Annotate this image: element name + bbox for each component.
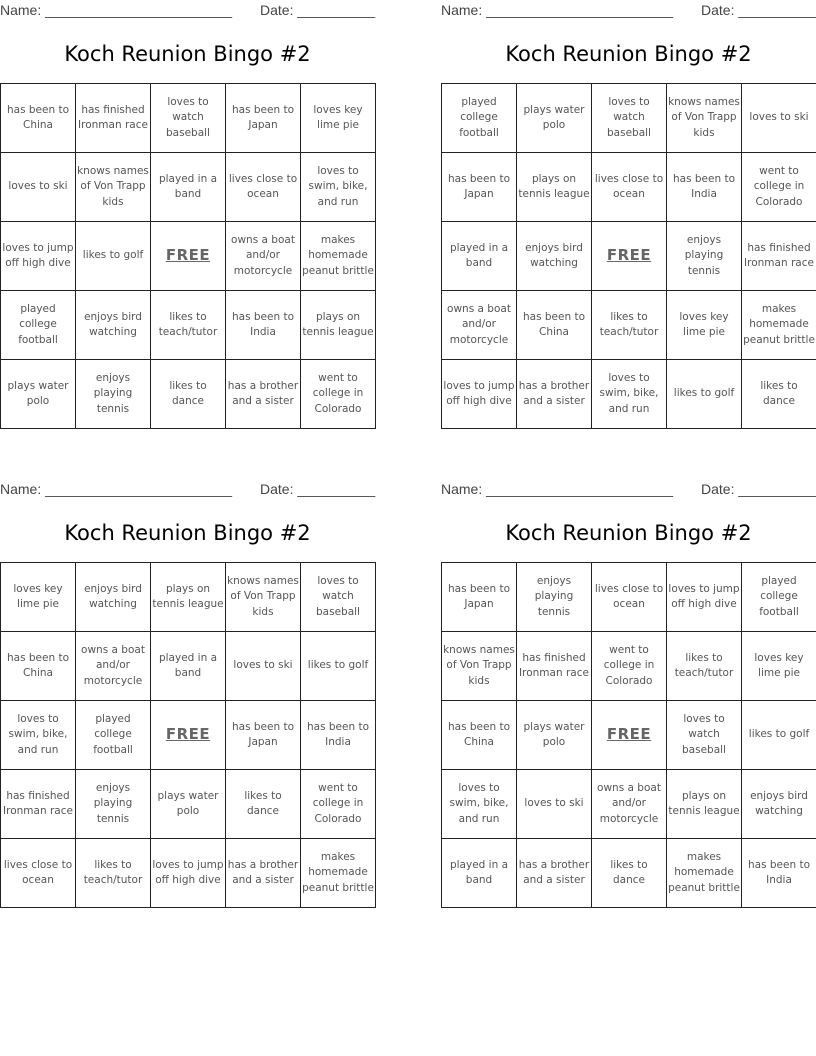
free-space: FREE [592, 701, 667, 770]
bingo-cell: makes homemade peanut brittle [667, 839, 742, 908]
bingo-cell: owns a boat and/or motorcycle [592, 770, 667, 839]
bingo-row [1, 153, 376, 222]
bingo-cell: plays water polo [1, 360, 76, 429]
bingo-row [1, 632, 376, 701]
bingo-cell: played college football [1, 291, 76, 360]
name-field: Name: ________________________ [441, 481, 673, 497]
name-field: Name: ________________________ [0, 481, 232, 497]
bingo-cell: enjoys bird watching [742, 770, 816, 839]
bingo-cell: has been to China [1, 84, 76, 153]
bingo-cell: owns a boat and/or motorcycle [76, 632, 151, 701]
free-space: FREE [592, 222, 667, 291]
bingo-row [1, 839, 376, 908]
bingo-cell: likes to golf [742, 701, 816, 770]
bingo-grid [441, 83, 816, 429]
bingo-cell: has been to China [1, 632, 76, 701]
bingo-cell: loves to jump off high dive [667, 563, 742, 632]
bingo-cell: lives close to ocean [1, 839, 76, 908]
card-header [0, 0, 375, 22]
bingo-cell: has been to China [442, 701, 517, 770]
bingo-cell: loves key lime pie [1, 563, 76, 632]
bingo-row [442, 701, 816, 770]
bingo-cell: likes to dance [742, 360, 816, 429]
bingo-cell: loves key lime pie [742, 632, 816, 701]
bingo-row [442, 839, 816, 908]
bingo-cell: loves to ski [742, 84, 816, 153]
bingo-cell: loves key lime pie [667, 291, 742, 360]
bingo-cell: enjoys bird watching [517, 222, 592, 291]
bingo-cell: knows names of Von Trapp kids [442, 632, 517, 701]
bingo-cell: played college football [742, 563, 816, 632]
bingo-cell: loves to watch baseball [301, 563, 376, 632]
bingo-row [442, 84, 816, 153]
bingo-cell: has finished Ironman race [742, 222, 816, 291]
bingo-cell: has been to Japan [226, 701, 301, 770]
bingo-cell: makes homemade peanut brittle [742, 291, 816, 360]
bingo-cell: has finished Ironman race [1, 770, 76, 839]
bingo-cell: knows names of Von Trapp kids [76, 153, 151, 222]
bingo-cell: has been to Japan [442, 153, 517, 222]
bingo-cell: has been to India [226, 291, 301, 360]
bingo-cell: likes to golf [76, 222, 151, 291]
bingo-cell: loves to swim, bike, and run [442, 770, 517, 839]
bingo-cell: likes to dance [226, 770, 301, 839]
date-field: Date: __________ [701, 2, 816, 18]
date-field: Date: __________ [701, 481, 816, 497]
bingo-row [442, 222, 816, 291]
card-header [0, 479, 375, 501]
bingo-cell: loves to swim, bike, and run [1, 701, 76, 770]
bingo-row [1, 701, 376, 770]
bingo-cell: likes to teach/tutor [667, 632, 742, 701]
bingo-cell: plays water polo [151, 770, 226, 839]
bingo-cell: played in a band [151, 632, 226, 701]
bingo-cell: plays water polo [517, 84, 592, 153]
card-title: Koch Reunion Bingo #2 [64, 42, 311, 66]
bingo-cell: played in a band [442, 839, 517, 908]
bingo-cell: played college football [442, 84, 517, 153]
bingo-grid [0, 83, 376, 429]
bingo-row [1, 84, 376, 153]
bingo-cell: likes to teach/tutor [76, 839, 151, 908]
bingo-row [442, 563, 816, 632]
bingo-cell: went to college in Colorado [592, 632, 667, 701]
card-title: Koch Reunion Bingo #2 [64, 521, 311, 545]
bingo-cell: likes to teach/tutor [151, 291, 226, 360]
bingo-cell: went to college in Colorado [301, 360, 376, 429]
bingo-cell: enjoys playing tennis [517, 563, 592, 632]
bingo-cell: loves to jump off high dive [151, 839, 226, 908]
date-field: Date: __________ [260, 2, 376, 18]
bingo-cell: enjoys playing tennis [76, 360, 151, 429]
bingo-cell: played college football [76, 701, 151, 770]
card-header [441, 0, 816, 22]
bingo-row [1, 222, 376, 291]
bingo-cell: loves key lime pie [301, 84, 376, 153]
bingo-cell: went to college in Colorado [301, 770, 376, 839]
bingo-grid [0, 562, 376, 908]
bingo-cell: has a brother and a sister [226, 839, 301, 908]
bingo-cell: has finished Ironman race [76, 84, 151, 153]
bingo-cell: loves to jump off high dive [1, 222, 76, 291]
bingo-cell: lives close to ocean [592, 153, 667, 222]
date-field: Date: __________ [260, 481, 376, 497]
bingo-cell: makes homemade peanut brittle [301, 839, 376, 908]
bingo-cell: lives close to ocean [226, 153, 301, 222]
bingo-cell: owns a boat and/or motorcycle [442, 291, 517, 360]
bingo-cell: enjoys playing tennis [667, 222, 742, 291]
bingo-cell: likes to golf [667, 360, 742, 429]
bingo-cell: has been to Japan [226, 84, 301, 153]
bingo-cell: enjoys bird watching [76, 291, 151, 360]
bingo-cell: knows names of Von Trapp kids [226, 563, 301, 632]
bingo-row [1, 563, 376, 632]
bingo-cell: enjoys playing tennis [76, 770, 151, 839]
bingo-cell: owns a boat and/or motorcycle [226, 222, 301, 291]
bingo-cell: likes to golf [301, 632, 376, 701]
bingo-cell: has finished Ironman race [517, 632, 592, 701]
name-field: Name: ________________________ [441, 2, 673, 18]
card-title: Koch Reunion Bingo #2 [505, 521, 752, 545]
bingo-cell: has been to India [301, 701, 376, 770]
bingo-cell: has been to China [517, 291, 592, 360]
bingo-cell: likes to dance [151, 360, 226, 429]
bingo-cell: lives close to ocean [592, 563, 667, 632]
bingo-cell: loves to watch baseball [667, 701, 742, 770]
free-space: FREE [151, 701, 226, 770]
bingo-cell: likes to dance [592, 839, 667, 908]
free-space: FREE [151, 222, 226, 291]
bingo-cell: loves to ski [1, 153, 76, 222]
bingo-row [442, 632, 816, 701]
bingo-row [1, 360, 376, 429]
bingo-cell: plays on tennis league [301, 291, 376, 360]
bingo-cell: plays on tennis league [517, 153, 592, 222]
bingo-cell: has a brother and a sister [517, 839, 592, 908]
bingo-cell: loves to watch baseball [592, 84, 667, 153]
bingo-cell: loves to ski [517, 770, 592, 839]
bingo-cell: knows names of Von Trapp kids [667, 84, 742, 153]
bingo-cell: loves to swim, bike, and run [592, 360, 667, 429]
bingo-cell: loves to watch baseball [151, 84, 226, 153]
bingo-cell: likes to teach/tutor [592, 291, 667, 360]
bingo-cell: went to college in Colorado [742, 153, 816, 222]
bingo-cell: plays on tennis league [667, 770, 742, 839]
bingo-cell: has a brother and a sister [226, 360, 301, 429]
name-field: Name: ________________________ [0, 2, 232, 18]
bingo-cell: has been to India [667, 153, 742, 222]
card-header [441, 479, 816, 501]
bingo-row [1, 291, 376, 360]
bingo-cell: loves to ski [226, 632, 301, 701]
bingo-cell: has a brother and a sister [517, 360, 592, 429]
bingo-cell: enjoys bird watching [76, 563, 151, 632]
bingo-cell: loves to jump off high dive [442, 360, 517, 429]
bingo-cell: has been to Japan [442, 563, 517, 632]
bingo-row [442, 770, 816, 839]
bingo-cell: played in a band [151, 153, 226, 222]
bingo-row [1, 770, 376, 839]
bingo-cell: loves to swim, bike, and run [301, 153, 376, 222]
bingo-cell: played in a band [442, 222, 517, 291]
bingo-row [442, 153, 816, 222]
bingo-cell: plays water polo [517, 701, 592, 770]
bingo-row [442, 291, 816, 360]
bingo-cell: makes homemade peanut brittle [301, 222, 376, 291]
bingo-grid [441, 562, 816, 908]
bingo-cell: has been to India [742, 839, 816, 908]
bingo-cell: plays on tennis league [151, 563, 226, 632]
bingo-row [442, 360, 816, 429]
card-title: Koch Reunion Bingo #2 [505, 42, 752, 66]
